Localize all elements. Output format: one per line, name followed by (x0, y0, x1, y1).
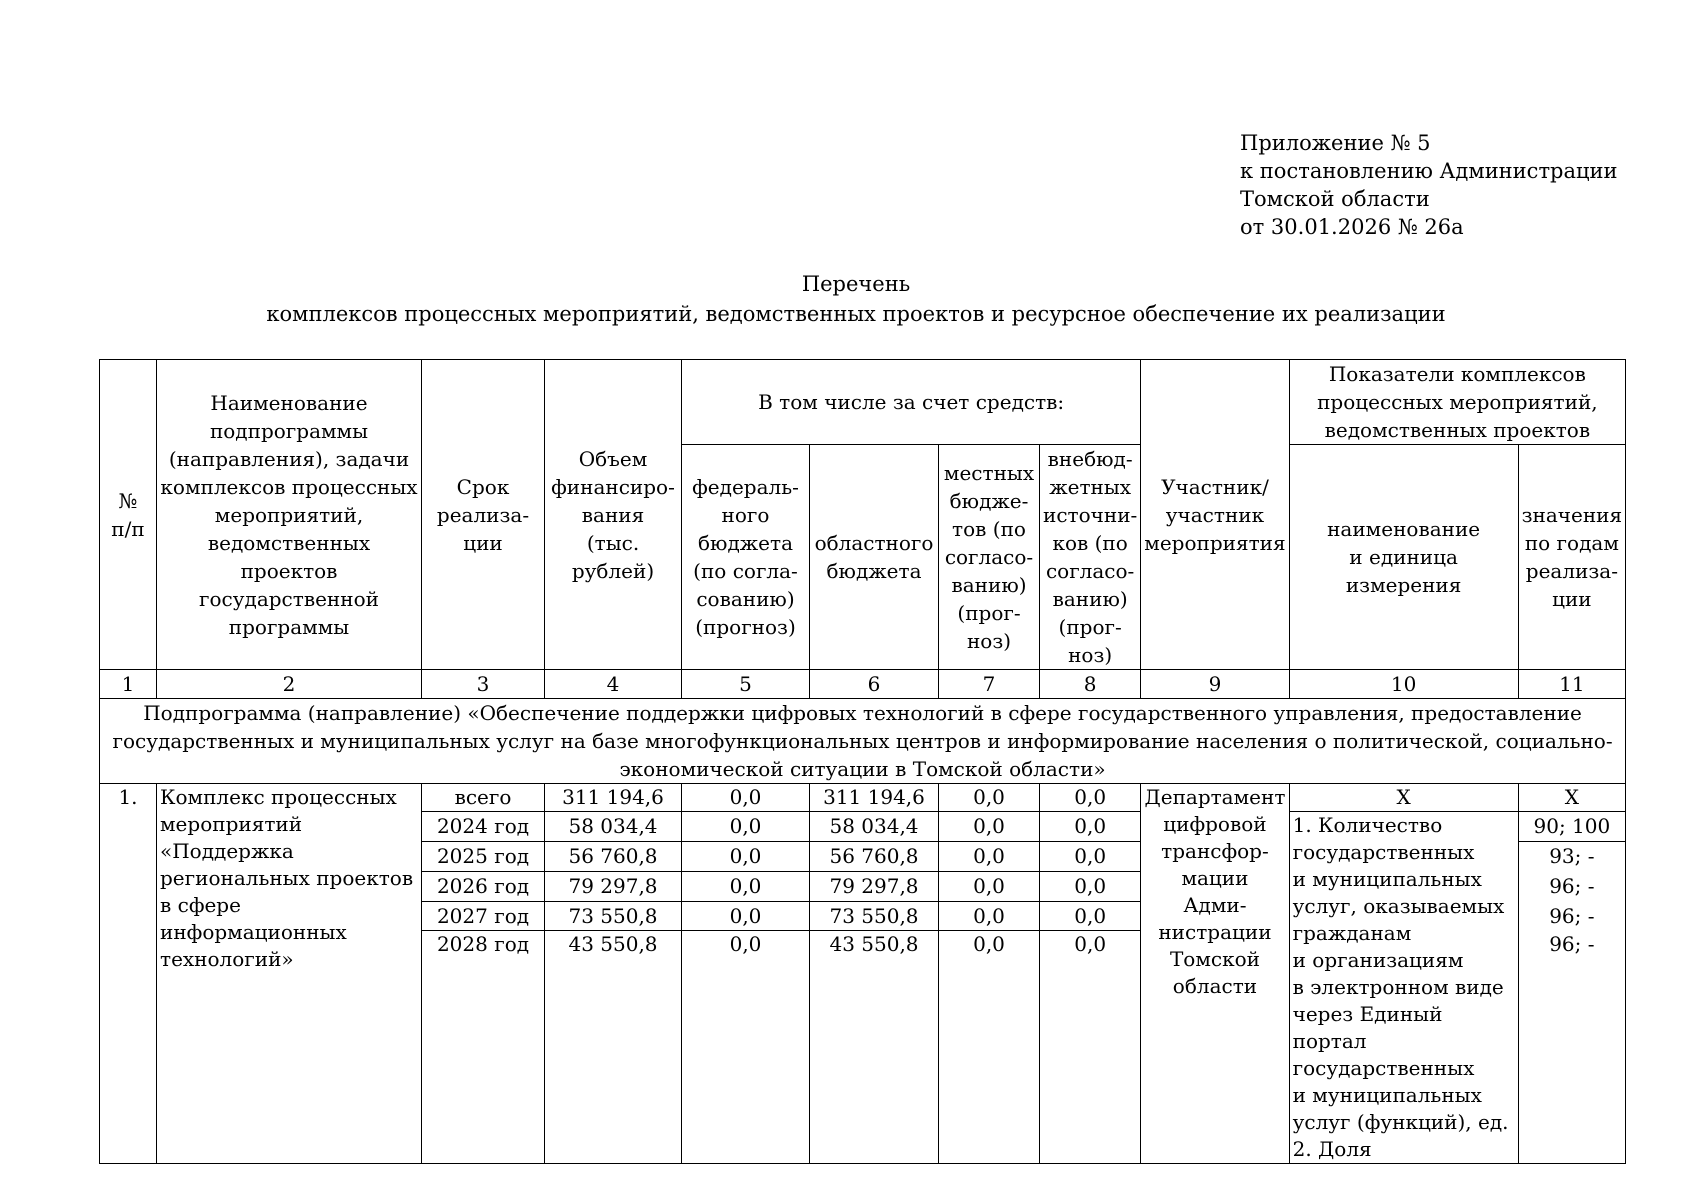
volume-cell: 56 760,8 (545, 841, 682, 871)
extra-cell: 0,0 (1040, 841, 1141, 871)
local-cell: 0,0 (939, 901, 1040, 931)
column-number: 5 (682, 670, 810, 699)
column-number: 7 (939, 670, 1040, 699)
term-cell: 2027 год (422, 901, 545, 931)
federal-cell: 0,0 (682, 901, 810, 931)
header-participant: Участник/ участник мероприятия (1141, 360, 1289, 670)
column-number: 3 (422, 670, 545, 699)
column-number: 8 (1040, 670, 1141, 699)
volume-cell: 43 550,8 (545, 931, 682, 1164)
local-cell: 0,0 (939, 931, 1040, 1164)
regional-cell: 43 550,8 (810, 931, 939, 1164)
header-local: местных бюдже- тов (по согласо- ванию) (прог- ноз) (939, 445, 1040, 670)
header-term: Срок реализа- ции (422, 360, 545, 670)
federal-cell: 0,0 (682, 841, 810, 871)
column-number: 11 (1518, 670, 1626, 699)
column-number: 10 (1289, 670, 1518, 699)
indicator-value: 96; - (1518, 931, 1626, 1164)
header-volume: Объем финансиро- вания (тыс. рублей) (545, 360, 682, 670)
regional-cell: 311 194,6 (810, 784, 939, 812)
appendix-block (1240, 129, 1618, 241)
column-number: 2 (157, 670, 422, 699)
subprogram-title: Подпрограмма (направление) «Обеспечение поддержки цифровых технологий в сфере государственного управления, предоставление государственных и муниципальных услуг на базе многофункциональных центров и информирование населения о политической, социально-экономической ситуации в Томской области» (100, 699, 1626, 784)
indicator-value: 93; - (1518, 841, 1626, 871)
column-number: 9 (1141, 670, 1289, 699)
term-cell: 2026 год (422, 871, 545, 901)
regional-cell: 58 034,4 (810, 812, 939, 842)
local-cell: 0,0 (939, 784, 1040, 812)
regional-cell: 56 760,8 (810, 841, 939, 871)
local-cell: 0,0 (939, 841, 1040, 871)
indicator-value: 96; - (1518, 871, 1626, 901)
indicator-value: 96; - (1518, 901, 1626, 931)
programs-table (99, 359, 1626, 1164)
column-number: 4 (545, 670, 682, 699)
appendix-line: Приложение № 5 (1240, 131, 1431, 155)
extra-cell: 0,0 (1040, 901, 1141, 931)
column-number: 1 (100, 670, 157, 699)
appendix-line: от 30.01.2026 № 26а (1240, 215, 1464, 239)
header-indicator-values: значения по годам реализа- ции (1518, 445, 1626, 670)
title-line: Перечень (801, 272, 911, 296)
regional-cell: 79 297,8 (810, 871, 939, 901)
header-regional: областного бюджета (810, 445, 939, 670)
term-cell: 2025 год (422, 841, 545, 871)
indicator-value: 90; 100 (1518, 812, 1626, 842)
regional-cell: 73 550,8 (810, 901, 939, 931)
header-indicator-name: наименование и единица измерения (1289, 445, 1518, 670)
local-cell: 0,0 (939, 871, 1040, 901)
volume-cell: 311 194,6 (545, 784, 682, 812)
term-cell: всего (422, 784, 545, 812)
header-federal: федераль- ного бюджета (по согла- сованию) (прогноз) (682, 445, 810, 670)
federal-cell: 0,0 (682, 871, 810, 901)
local-cell: 0,0 (939, 812, 1040, 842)
term-cell: 2028 год (422, 931, 545, 1164)
extra-cell: 0,0 (1040, 871, 1141, 901)
indicator-value-total: X (1518, 784, 1626, 812)
item-name: Комплекс процессных мероприятий «Поддержка региональных проектов в сфере информационных технологий» (157, 784, 422, 1164)
header-extra: внебюд- жетных источни- ков (по согласо- ванию) (прог- ноз) (1040, 445, 1141, 670)
item-number: 1. (100, 784, 157, 1164)
term-cell: 2024 год (422, 812, 545, 842)
extra-cell: 0,0 (1040, 931, 1141, 1164)
volume-cell: 58 034,4 (545, 812, 682, 842)
appendix-line: к постановлению Администрации (1240, 159, 1618, 183)
federal-cell: 0,0 (682, 784, 810, 812)
item-participant: Департамент цифровой трансфор- мации Адми- нистрации Томской области (1141, 784, 1289, 1164)
indicator-name-total: X (1289, 784, 1518, 812)
appendix-line: Томской области (1240, 187, 1430, 211)
indicator-text: 1. Количество государственных и муниципальных услуг, оказываемых гражданам и организациям в электронном виде через Единый портал государственных и муниципальных услуг (функций), ед. 2. Доля (1289, 812, 1518, 1164)
volume-cell: 73 550,8 (545, 901, 682, 931)
extra-cell: 0,0 (1040, 812, 1141, 842)
header-including: В том числе за счет средств: (682, 360, 1141, 445)
federal-cell: 0,0 (682, 812, 810, 842)
header-name: Наименование подпрограммы (направления), задачи комплексов процессных мероприятий, ведомственных проектов государственной программы (157, 360, 422, 670)
column-number: 6 (810, 670, 939, 699)
extra-cell: 0,0 (1040, 784, 1141, 812)
title-line: комплексов процессных мероприятий, ведомственных проектов и ресурсное обеспечение их реализации (266, 302, 1446, 326)
volume-cell: 79 297,8 (545, 871, 682, 901)
federal-cell: 0,0 (682, 931, 810, 1164)
header-num: № п/п (100, 360, 157, 670)
header-indicators: Показатели комплексов процессных мероприятий, ведомственных проектов (1289, 360, 1626, 445)
